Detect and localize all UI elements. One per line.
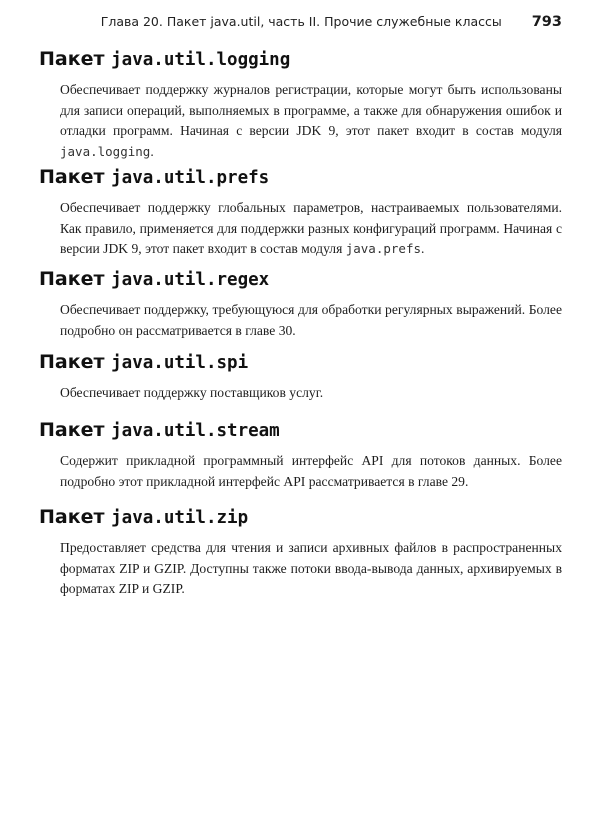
section-body: Обеспечивает поддержку, требующуюся для обработки регулярных выражений. Более подробно он рассматривается в главе 30.: [60, 302, 562, 338]
heading-prefix: Пакет: [39, 419, 112, 441]
module-name: java.logging: [60, 143, 151, 159]
section-stream: [39, 419, 562, 492]
section-regex: [39, 268, 562, 341]
section-zip: [39, 506, 562, 600]
heading-prefix: Пакет: [39, 351, 112, 373]
body-text: Обеспечивает поддержку журналов регистрации, которые могут быть использованы для записи операций, выполняемых в программе, а также для обнаружения ошибок и отладки программ. Начиная с версии JDK 9, этот пакет входит в состав модуля: [60, 82, 562, 138]
section-body: Обеспечивает поддержку поставщиков услуг.: [60, 385, 324, 400]
package-name: java.util.zip: [111, 508, 249, 528]
page-number: 793: [531, 14, 562, 30]
heading-prefix: Пакет: [39, 166, 112, 188]
section-body: [60, 198, 562, 260]
running-title: Глава 20. Пакет java.util, часть II. Прочие служебные классы: [100, 14, 502, 29]
section-heading: [39, 166, 562, 188]
section-heading: [39, 48, 562, 70]
package-name: java.util.spi: [111, 353, 249, 373]
section-logging: [39, 48, 562, 162]
package-name: java.util.prefs: [111, 168, 270, 188]
section-heading: [39, 268, 562, 290]
section-heading: [39, 419, 562, 441]
section-heading: [39, 506, 562, 528]
section-prefs: [39, 166, 562, 260]
package-name: java.util.stream: [111, 421, 280, 441]
module-name: java.prefs: [345, 241, 421, 256]
package-name: java.util.regex: [111, 270, 270, 290]
section-body: Предоставляет средства для чтения и записи архивных файлов в распространенных форматах ZIP и GZIP. Доступны также потоки ввода-вывода данных, архивируемых в форматах ZIP и GZIP.: [60, 540, 562, 596]
section-heading: [39, 351, 562, 373]
body-text-end: .: [421, 241, 425, 256]
section-body: [60, 80, 562, 162]
section-spi: [39, 351, 562, 404]
heading-prefix: Пакет: [39, 506, 112, 528]
body-text-end: .: [150, 143, 154, 159]
heading-prefix: Пакет: [39, 48, 112, 70]
body-text: Обеспечивает поддержку глобальных параметров, настраиваемых пользователями. Как правило, применяется для поддержки разных конфигураций программ. Начиная с версии JDK 9, этот пакет входит в состав модуля: [60, 200, 562, 256]
section-body: Содержит прикладной программный интерфейс API для потоков данных. Более подробно этот прикладной интерфейс API рассматривается в главе 29.: [60, 453, 562, 489]
heading-prefix: Пакет: [39, 268, 112, 290]
running-header: [0, 14, 562, 30]
package-name: java.util.logging: [111, 50, 291, 70]
